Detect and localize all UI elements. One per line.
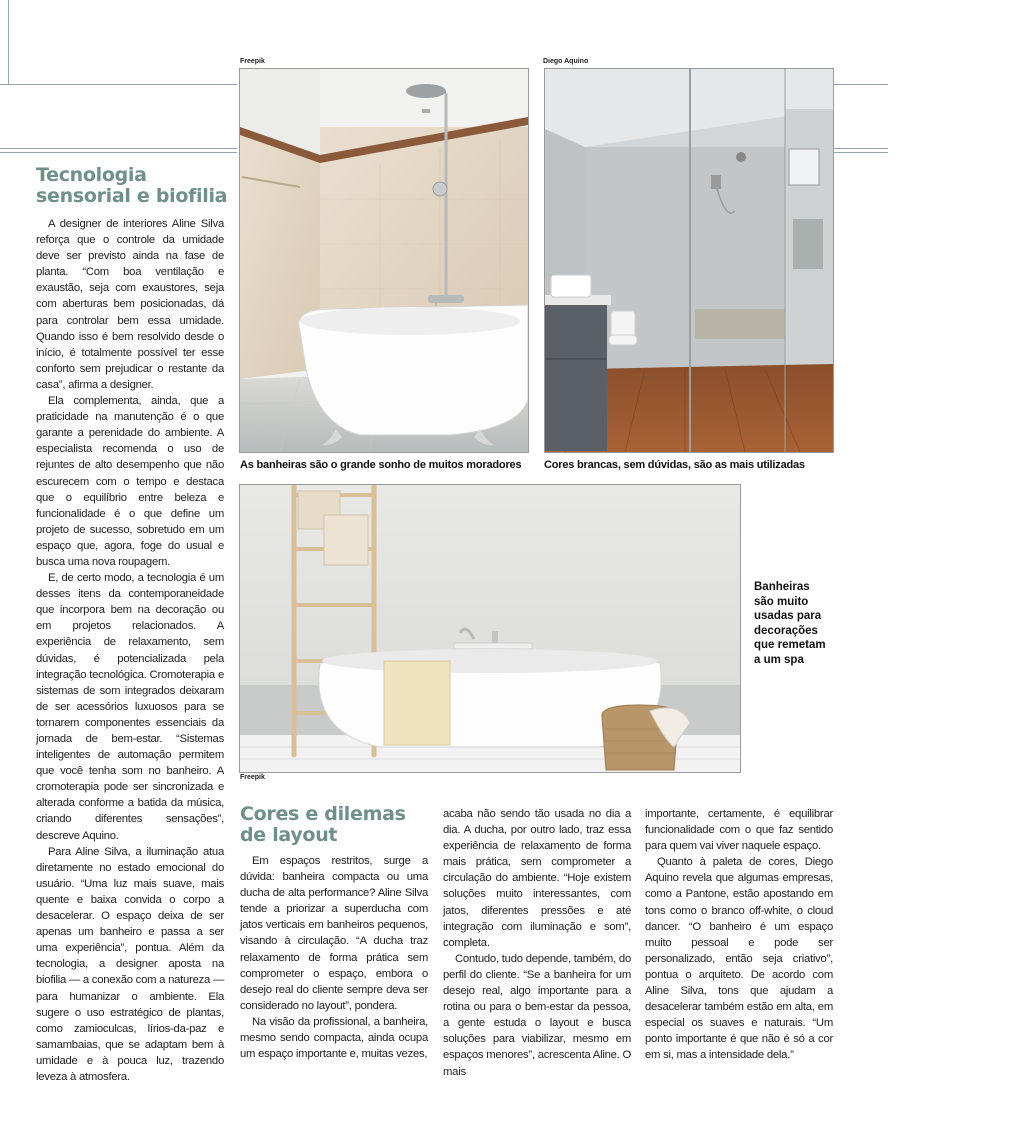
photo3-side-caption: [754, 580, 826, 667]
freestanding-bathtub-illustration: [240, 485, 740, 772]
section-rule-right: [832, 148, 888, 149]
left-edge-rule: [8, 0, 9, 84]
photo3-credit: Freepik: [240, 774, 265, 781]
paragraph: A designer de interiores Aline Silva reforça que o controle da umidade deve ser previsto ainda na fase de planta. “Com boa ventilação e exaustão, seja com exaustores, seja com aberturas bem posicionadas, dá para controlar bem essa umidade. Quando isso é bem resolvido desde o início, é totalmente possível ter esse conforto sem prejudicar o restante da casa”, afirma a designer.: [36, 218, 224, 391]
section1-body: [36, 216, 224, 1085]
photo1-credit: Freepik: [240, 58, 265, 65]
clawfoot-bathtub-photo: [239, 68, 529, 453]
top-rule: [0, 84, 237, 85]
photo1-caption: As banheiras são o grande sonho de muitos moradores: [240, 459, 522, 471]
paragraph: Quanto à paleta de cores, Diego Aquino revela que algumas empresas, como a Pantone, estão apostando em tons como o branco off-white, o cloud dancer. “O banheiro é um espaço muito pessoal e pode ser personalizado, então seja criativo”, pontua o arquiteto. De acordo com Aline Silva, tons que ajudam a desacelerar também estão em alta, em especial os suaves e naturais. “Um ponto importante é que não é só a cor em si, mas a intensidade dela.”: [645, 856, 833, 1062]
caption-line: a um spa: [754, 653, 804, 666]
section-rule-2: [0, 152, 237, 153]
freestanding-bathtub-photo: [239, 484, 741, 773]
caption-line: são muito: [754, 595, 809, 608]
caption-line: Banheiras: [754, 581, 810, 593]
section2-col3: [645, 806, 833, 1064]
section1-heading: [36, 165, 227, 207]
heading-line: Cores e dilemas: [240, 803, 406, 825]
section2-heading: [240, 804, 406, 846]
heading-line: sensorial e biofilia: [36, 185, 228, 207]
paragraph: Para Aline Silva, a iluminação atua diretamente no estado emocional do usuário. “Uma luz mais suave, mais quente e baixa convida o corpo a desacelerar. O espaço deixa de ser apenas um banheiro e passa a ser uma experiência”, pontua. Além da tecnologia, a designer aposta na biofilia — a conexão com a natureza — para humanizar o ambiente. Ela sugere o uso estratégico de plantas, como zamioculcas, lírios-da-paz e samambaias, que se adaptam bem à umidade e à pouca luz, trazendo leveza à atmosfera.: [36, 845, 224, 1083]
paragraph: Na visão da profissional, a banheira, mesmo sendo compacta, ainda ocupa um espaço importante e, muitas vezes,: [240, 1015, 428, 1061]
paragraph: E, de certo modo, a tecnologia é um desses itens da contemporaneidade que incorpora bem na decoração ou em projetos relacionados. A experiência de relaxamento, sem dúvidas, é potencializada pela integração tecnológica. Cromoterapia e sistemas de som integrados deixaram de ser acessórios luxuosos para se tornarem componentes essenciais da jornada de bem-estar. “Sistemas inteligentes de automação permitem que você tenha som no banheiro. A cromoterapia pode ser sincronizada e alterada conforme a batida da música, criando diferentes sensações”, descreve Aquino.: [36, 572, 224, 842]
section-rule-2-right: [832, 152, 888, 153]
section2-col2: [443, 806, 631, 1080]
heading-line: de layout: [240, 824, 338, 846]
paragraph: importante, certamente, é equilibrar funcionalidade com o que faz sentido para quem vai viver naquele espaço.: [645, 808, 833, 853]
caption-line: decorações: [754, 624, 818, 637]
caption-line: que remetam: [754, 639, 826, 651]
heading-line: Tecnologia: [36, 164, 147, 186]
photo2-credit: Diego Aquino: [543, 58, 589, 65]
caption-line: usadas para: [754, 610, 822, 622]
clawfoot-bathtub-illustration: [240, 69, 528, 452]
modern-bathroom-photo: [544, 68, 834, 453]
paragraph: acaba não sendo tão usada no dia a dia. A ducha, por outro lado, traz essa experiência de relaxamento de forma mais prática, sem comprometer a circulação do ambiente. “Hoje existem soluções muito interessantes, com jatos, diferentes pressões e até integração com iluminação e som”, completa.: [443, 808, 631, 949]
top-rule-right: [832, 84, 888, 85]
photo2-caption: Cores brancas, sem dúvidas, são as mais utilizadas: [544, 459, 805, 471]
modern-bathroom-illustration: [545, 69, 833, 452]
paragraph: Ela complementa, ainda, que a praticidade na manutenção é o que garante a perenidade do ambiente. A especialista recomenda o uso de rejuntes de alto desempenho que não escurecem com o tempo e destaca que o equilíbrio entre beleza e funcionalidade é o que define um projeto de sucesso, sobretudo em um espaço que, agora, foge do usual e busca uma nova roupagem.: [36, 395, 224, 568]
paragraph: Contudo, tudo depende, também, do perfil do cliente. “Se a banheira for um desejo real, algo importante para a rotina ou para o bem-estar da pessoa, a gente estuda o layout e busca soluções para viabilizar, mesmo em espaços menores”, acrescenta Aline. O mais: [443, 952, 631, 1078]
section2-col1: [240, 853, 428, 1062]
section-rule: [0, 148, 237, 149]
paragraph: Em espaços restritos, surge a dúvida: banheira compacta ou uma ducha de alta performance? Aline Silva tende a priorizar a superducha com jatos verticais em banheiros pequenos, visando à circulação. “A ducha traz relaxamento de forma prática sem comprometer o espaço, embora o desejo real do cliente sempre deva ser considerado no layout”, pondera.: [240, 855, 428, 1012]
